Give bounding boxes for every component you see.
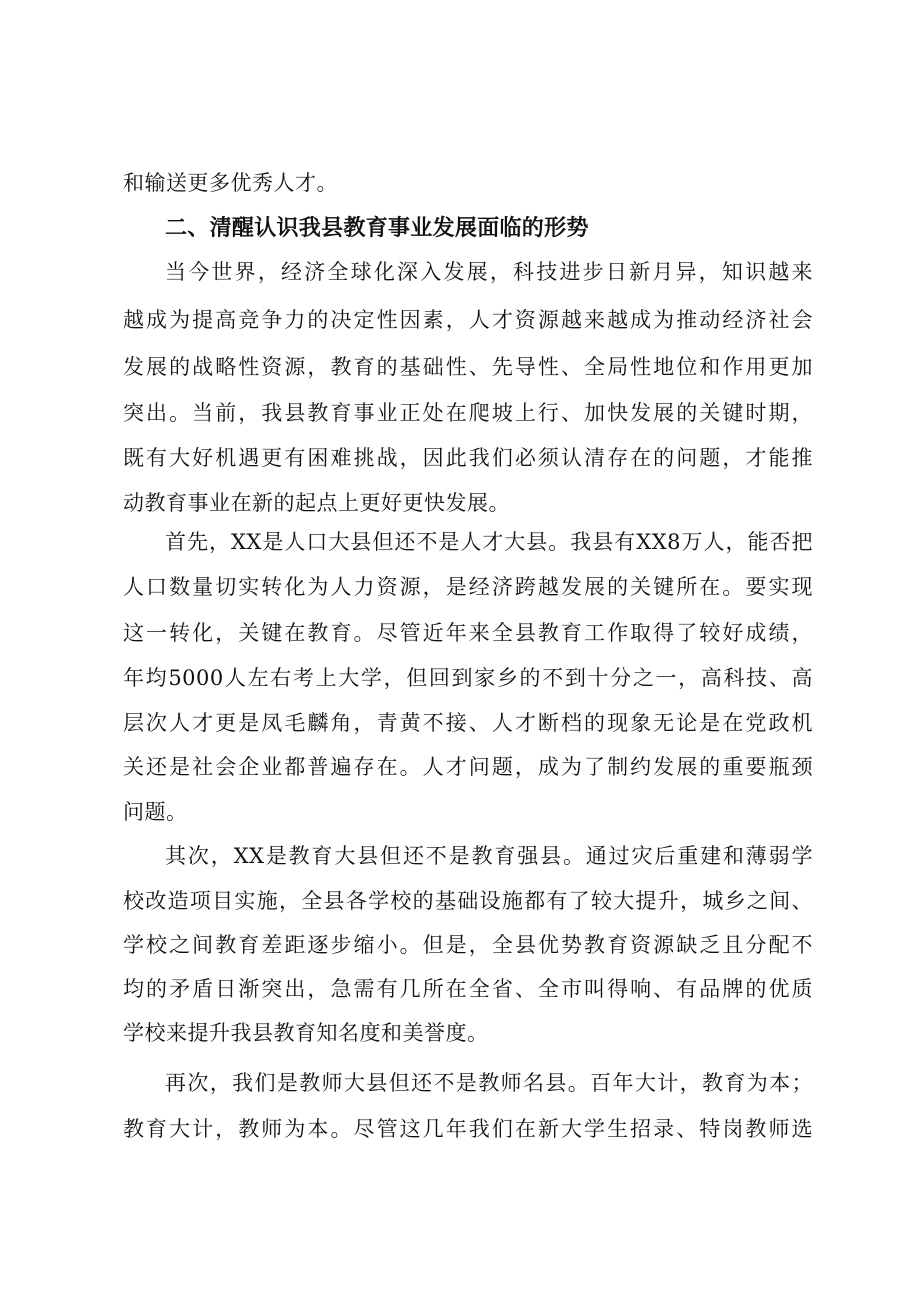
paragraph-line: 这一转化，关键在教育。尽管近年来全县教育工作取得了较好成绩， bbox=[123, 621, 813, 645]
paragraph-line: 年均5000人左右考上大学，但回到家乡的不到十分之一，高科技、高 bbox=[123, 666, 813, 690]
paragraph-line: 问题。 bbox=[123, 800, 188, 824]
paragraph-line: 学校来提升我县教育知名度和美誉度。 bbox=[123, 1021, 489, 1045]
intro-tail-line: 和输送更多优秀人才。 bbox=[123, 171, 338, 195]
paragraph-line: 再次，我们是教师大县但还不是教师名县。百年大计，教育为本； bbox=[165, 1071, 813, 1095]
paragraph-line: 既有大好机遇更有困难挑战，因此我们必须认清存在的问题，才能推 bbox=[123, 446, 813, 470]
paragraph-line: 层次人才更是凤毛麟角，青黄不接、人才断档的现象无论是在党政机 bbox=[123, 711, 813, 735]
paragraph-line: 首先，XX是人口大县但还不是人才大县。我县有XX8万人，能否把 bbox=[165, 530, 813, 554]
paragraph-line: 突出。当前，我县教育事业正处在爬坡上行、加快发展的关键时期， bbox=[123, 401, 813, 425]
paragraph-line: 均的矛盾日渐突出，急需有几所在全省、全市叫得响、有品牌的优质 bbox=[123, 977, 813, 1001]
paragraph-line: 其次，XX是教育大县但还不是教育强县。通过灾后重建和薄弱学 bbox=[165, 844, 813, 868]
paragraph-line: 学校之间教育差距逐步缩小。但是，全县优势教育资源缺乏且分配不 bbox=[123, 933, 813, 957]
paragraph-line: 人口数量切实转化为人力资源，是经济跨越发展的关键所在。要实现 bbox=[123, 575, 813, 599]
paragraph-line: 动教育事业在新的起点上更好更快发展。 bbox=[123, 491, 510, 515]
paragraph-line: 校改造项目实施，全县各学校的基础设施都有了较大提升，城乡之间、 bbox=[123, 889, 813, 913]
paragraph-line: 发展的战略性资源，教育的基础性、先导性、全局性地位和作用更加 bbox=[123, 355, 813, 379]
section-heading: 二、清醒认识我县教育事业发展面临的形势 bbox=[165, 216, 589, 241]
paragraph-line: 越成为提高竞争力的决定性因素，人才资源越来越成为推动经济社会 bbox=[123, 308, 813, 332]
paragraph-line: 当今世界，经济全球化深入发展，科技进步日新月异，知识越来 bbox=[165, 260, 813, 284]
paragraph-line: 关还是社会企业都普遍存在。人才问题，成为了制约发展的重要瓶颈 bbox=[123, 755, 813, 779]
paragraph-line: 教育大计，教师为本。尽管这几年我们在新大学生招录、特岗教师选 bbox=[123, 1117, 813, 1141]
